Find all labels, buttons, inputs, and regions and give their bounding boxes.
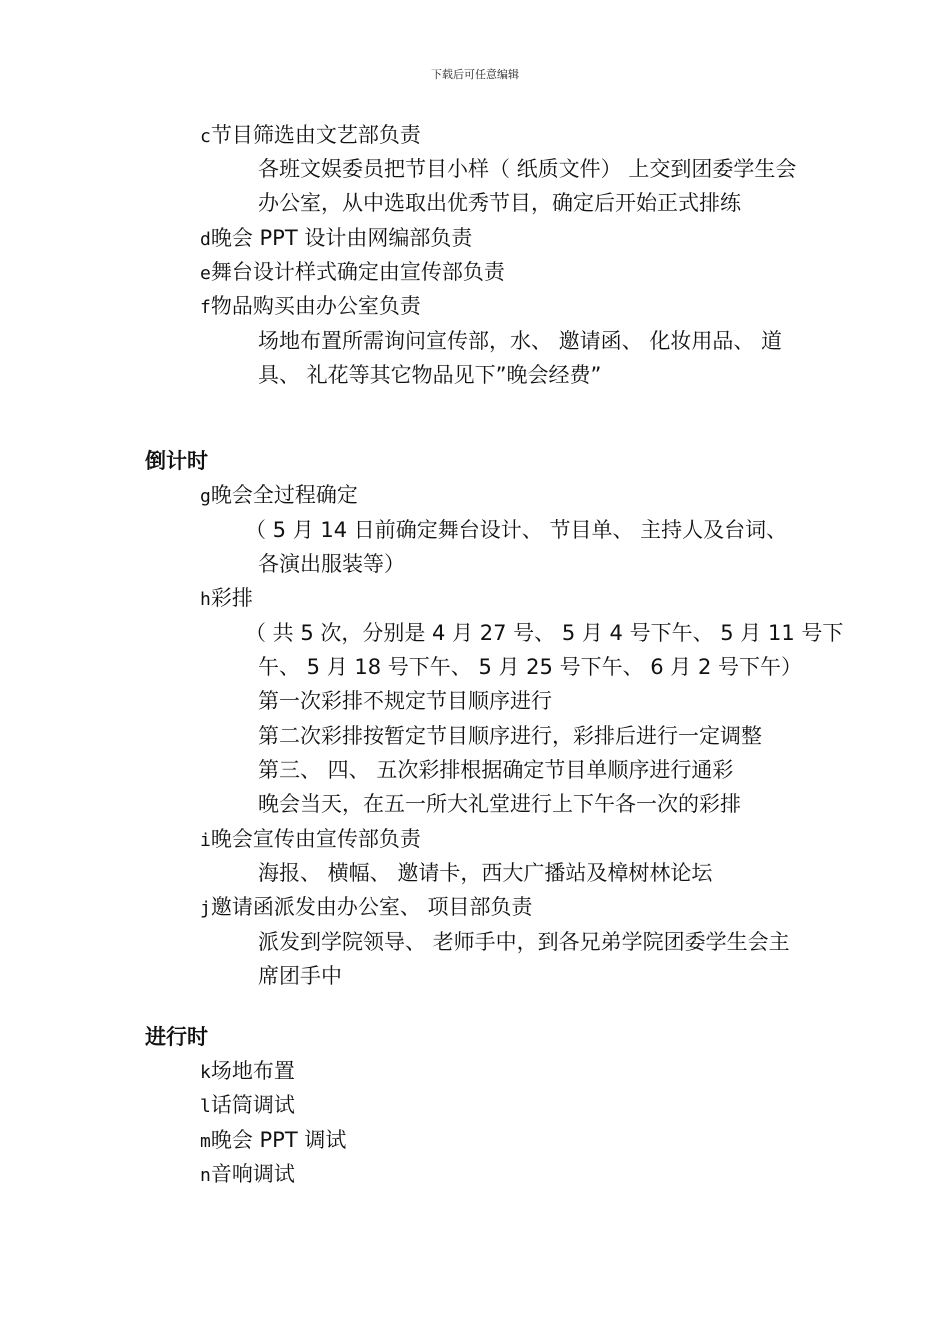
item-h-detail-5: 第三、 四、 五次彩排根据确定节目单顺序进行通彩 — [258, 758, 734, 782]
section-heading-in-progress: 进行时 — [145, 1025, 208, 1049]
item-text: 晚会宣传由宣传部负责 — [210, 827, 421, 851]
item-text: 晚会 PPT 调试 — [210, 1128, 347, 1152]
item-i-detail-1: 海报、 横幅、 邀请卡，西大广播站及樟树林论坛 — [258, 861, 713, 885]
item-h-detail-3: 第一次彩排不规定节目顺序进行 — [258, 689, 552, 713]
item-k — [200, 1054, 295, 1090]
item-c — [200, 118, 421, 154]
item-m — [200, 1123, 346, 1159]
item-c-detail-2: 办公室，从中选取出优秀节目，确定后开始正式排练 — [258, 191, 741, 215]
item-f-detail-1: 场地布置所需询问宣传部，水、 邀请函、 化妆用品、 道 — [258, 329, 783, 353]
item-letter: i — [200, 830, 211, 851]
item-h — [200, 581, 253, 617]
item-letter: n — [200, 1165, 211, 1186]
item-letter: l — [200, 1096, 211, 1117]
item-h-detail-6: 晚会当天，在五一所大礼堂进行上下午各一次的彩排 — [258, 792, 741, 816]
item-e — [200, 255, 505, 291]
item-h-detail-4: 第二次彩排按暂定节目顺序进行，彩排后进行一定调整 — [258, 724, 762, 748]
item-text: 舞台设计样式确定由宣传部负责 — [210, 260, 505, 284]
item-f-detail-2: 具、 礼花等其它物品见下”晚会经费” — [258, 363, 602, 387]
item-j-detail-2: 席团手中 — [258, 964, 342, 988]
item-g-detail-2: 各演出服装等） — [258, 552, 405, 576]
item-letter: d — [200, 229, 211, 250]
item-text: 晚会 PPT 设计由网编部负责 — [210, 226, 473, 250]
item-letter: h — [200, 589, 211, 610]
item-h-detail-2: 午、 5 月 18 号下午、 5 月 25 号下午、 6 月 2 号下午） — [258, 655, 802, 679]
item-f — [200, 289, 421, 325]
item-h-detail-1: （ 共 5 次，分别是 4 月 27 号、 5 月 4 号下午、 5 月 11 号下 — [245, 621, 844, 645]
item-letter: g — [200, 486, 211, 507]
section-heading-countdown: 倒计时 — [145, 449, 208, 473]
item-l — [200, 1088, 295, 1124]
item-letter: e — [200, 263, 211, 284]
item-text: 晚会全过程确定 — [210, 483, 358, 507]
item-d — [200, 221, 472, 257]
item-c-detail-1: 各班文娱委员把节目小样（ 纸质文件） 上交到团委学生会 — [258, 157, 797, 181]
item-text: 彩排 — [210, 586, 253, 610]
item-text: 音响调试 — [210, 1162, 295, 1186]
item-letter: m — [200, 1131, 211, 1152]
item-text: 物品购买由办公室负责 — [210, 294, 421, 318]
item-g-detail-1: （ 5 月 14 日前确定舞台设计、 节目单、 主持人及台词、 — [245, 518, 788, 542]
item-text: 话筒调试 — [210, 1093, 295, 1117]
page-header: 下载后可任意编辑 — [431, 68, 519, 81]
item-text: 邀请函派发由办公室、 项目部负责 — [210, 895, 533, 919]
item-text: 场地布置 — [210, 1059, 295, 1083]
item-text: 节目筛选由文艺部负责 — [210, 123, 421, 147]
item-letter: k — [200, 1062, 211, 1083]
item-i — [200, 822, 421, 858]
item-letter: c — [200, 126, 211, 147]
item-g — [200, 478, 358, 514]
item-letter: f — [200, 297, 211, 318]
item-j — [200, 890, 533, 926]
item-letter: j — [200, 898, 211, 919]
item-n — [200, 1157, 295, 1193]
item-j-detail-1: 派发到学院领导、 老师手中，到各兄弟学院团委学生会主 — [258, 930, 790, 954]
